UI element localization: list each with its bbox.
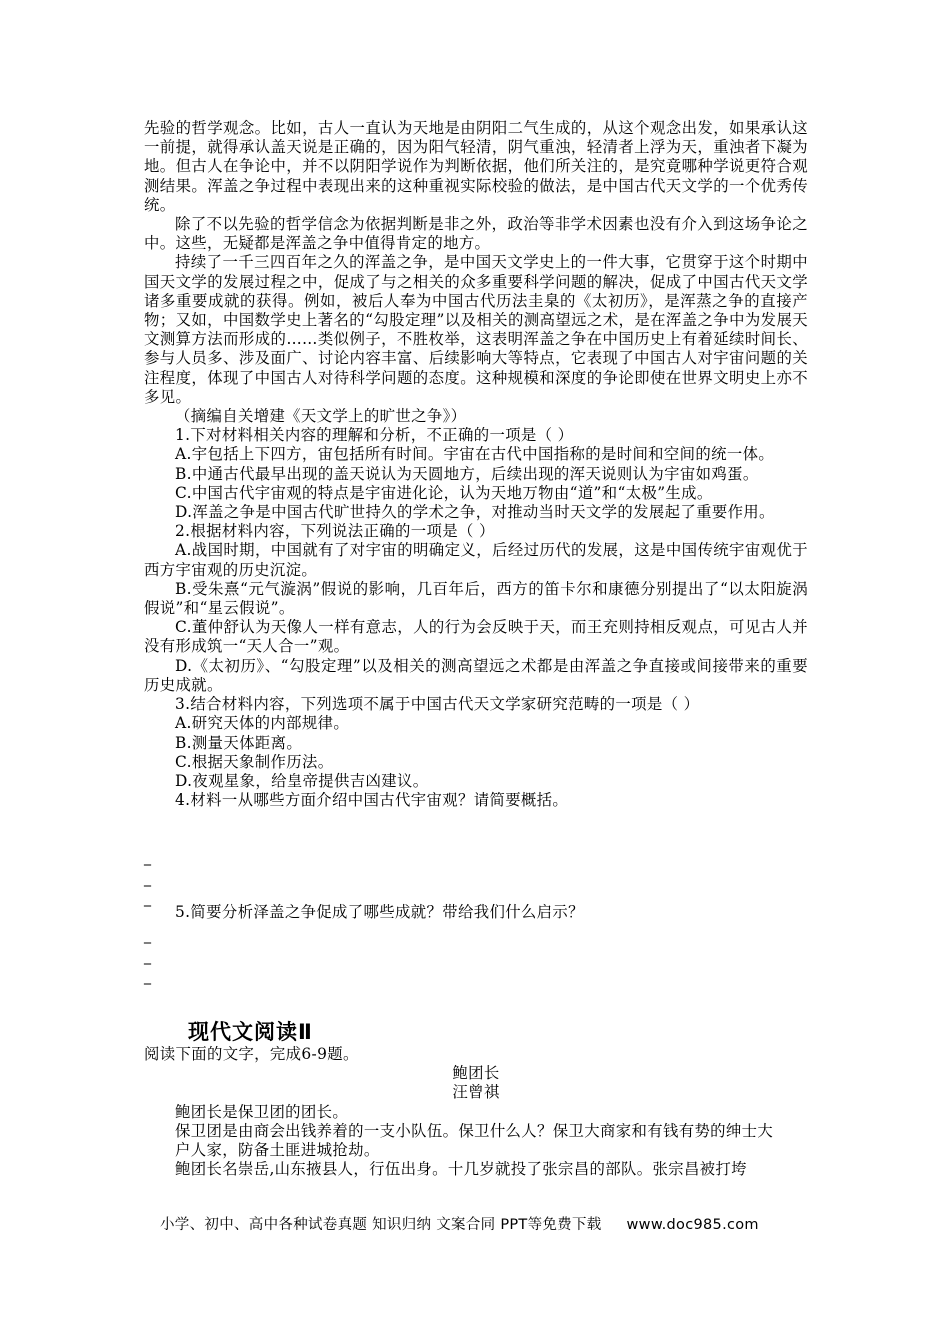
footer-link[interactable]: www.doc985.com — [626, 1217, 759, 1233]
paragraph: 保卫团是由商会出钱养着的一支小队伍。保卫什么人？保卫大商家和有钱有势的绅士大 — [175, 1121, 774, 1140]
paragraph: 户人家，防备土匪进城抢劫。 — [175, 1141, 380, 1160]
source-citation: （摘编自关增建《天文学上的旷世之争》） — [175, 407, 467, 426]
section-heading: 现代文阅读Ⅱ — [188, 1020, 313, 1044]
answer-line[interactable]: _ — [144, 949, 151, 965]
question-4-stem: 4.材料一从哪些方面介绍中国古代宇宙观？请简要概括。 — [175, 791, 569, 810]
question-3-option-d: D.夜观星象，给皇帝提供吉凶建议。 — [175, 771, 429, 790]
question-5-block — [144, 903, 808, 922]
answer-line[interactable]: _ — [144, 850, 151, 866]
answer-line[interactable]: _ — [144, 928, 151, 944]
question-1-option-c: C.中国古代宇宙观的特点是宇宙进化论，认为天地万物由“道”和“太极”生成。 — [175, 483, 713, 502]
paragraph: 先验的哲学观念。比如，古人一直认为天地是由阴阳二气生成的，从这个观念出发，如果承认这一前提，就得承认盖天说是正确的，因为阳气轻清，阴气重浊，轻清者上浮为天，重浊者下凝为地。但古人在争论中，并不以阴阳学说作为判断依据，他们所关注的，是究竟哪种学说更符合观测结果。浑盖之争过程中表现出来的这种重视实际校验的做法，是中国古代天文学的一个优秀传统。 — [144, 119, 808, 214]
question-5-stem: 5.简要分析泽盖之争促成了哪些成就？带给我们什么启示？ — [175, 903, 584, 921]
question-1-option-b: B.中通古代最早出现的盖天说认为天圆地方，后续出现的浑天说则认为宇宙如鸡蛋。 — [175, 464, 759, 483]
answer-line[interactable]: _ — [144, 871, 151, 887]
question-2-option-b: B.受朱熹“元气漩涡”假说的影响，几百年后，西方的笛卡尔和康德分别提出了“以太阳旋涡假说”和“星云假说”。 — [144, 579, 808, 618]
question-2-option-d: D.《太初历》、“勾股定理”以及相关的测高望远之术都是由浑盖之争直接或间接带来的重要历史成就。 — [144, 656, 808, 694]
question-1-option-d: D.浑盖之争是中国古代旷世持久的学术之争，对推动当时天文学的发展起了重要作用。 — [175, 503, 775, 522]
paragraph: 鲍团长是保卫团的团长。 — [175, 1102, 349, 1121]
answer-line[interactable]: _ — [144, 891, 151, 907]
instruction: 阅读下面的文字，完成6-9题。 — [144, 1045, 359, 1063]
story-title: 鲍团长 — [452, 1064, 500, 1083]
question-3-option-a: A.研究天体的内部规律。 — [175, 714, 350, 733]
section-2-body — [144, 1045, 808, 1179]
question-2-stem: 2.根据材料内容，下列说法正确的一项是（ ） — [175, 522, 495, 541]
question-3-stem: 3.结合材料内容，下列选项不属于中国古代天文学家研究范畴的一项是（ ） — [175, 695, 700, 714]
page-footer — [160, 1213, 759, 1234]
paragraph: 鲍团长名崇岳,山东掖县人，行伍出身。十几岁就投了张宗昌的部队。张宗昌被打垮 — [175, 1160, 747, 1179]
question-1-stem: 1.下对材料相关内容的理解和分析，不正确的一项是（ ） — [175, 426, 574, 445]
paragraph: 持续了一千三四百年之久的浑盖之争，是中国天文学史上的一件大事，它贯穿于这个时期中国天文学的发展过程之中，促成了与之相关的众多重要科学问题的解决，促成了中国古代天文学诸多重要成就的获得。例如，被后人奉为中国古代历法圭臬的《太初历》，是浑蒸之争的直接产物；又如，中国数学史上著名的“勾股定理”以及相关的测高望远之术，是在浑盖之争中为发展天文测算方法而形成的……类似例子，不胜枚举，这表明浑盖之争在中国历史上有着延续时间长、参与人员多、涉及面广、讨论内容丰富、后续影响大等特点，它表现了中国古人对宇宙问题的关注程度，体现了中国古人对待科学问题的态度。这种规模和深度的争论即使在世界文明史上亦不多见。 — [144, 253, 808, 406]
answer-line[interactable]: _ — [144, 969, 151, 985]
question-2-option-c: C.董仲舒认为天像人一样有意志，人的行为会反映于天，而王充则持相反观点，可见古人并没有形成筑一“天人合一”观。 — [144, 618, 808, 656]
question-3-option-b: B.测量天体距离。 — [175, 733, 303, 752]
footer-text: 小学、初中、高中各种试卷真题 知识归纳 文案合同 PPT等免费下载 — [160, 1217, 602, 1233]
paragraph: 除了不以先验的哲学信念为依据判断是非之外，政治等非学术因素也没有介入到这场争论之中。这些，无疑都是浑盖之争中值得肯定的地方。 — [144, 215, 808, 253]
question-1-option-a: A.宇包括上下四方，宙包括所有时间。宇宙在古代中国指称的是时间和空间的统一体。 — [175, 445, 775, 464]
question-3-option-c: C.根据天象制作历法。 — [175, 752, 334, 771]
question-2-option-a: A.战国时期，中国就有了对宇宙的明确定义，后经过历代的发展，这是中国传统宇宙观优于西方宇宙观的历史沉淀。 — [144, 541, 808, 579]
article-body — [144, 119, 808, 810]
story-author: 汪曾祺 — [452, 1083, 500, 1102]
